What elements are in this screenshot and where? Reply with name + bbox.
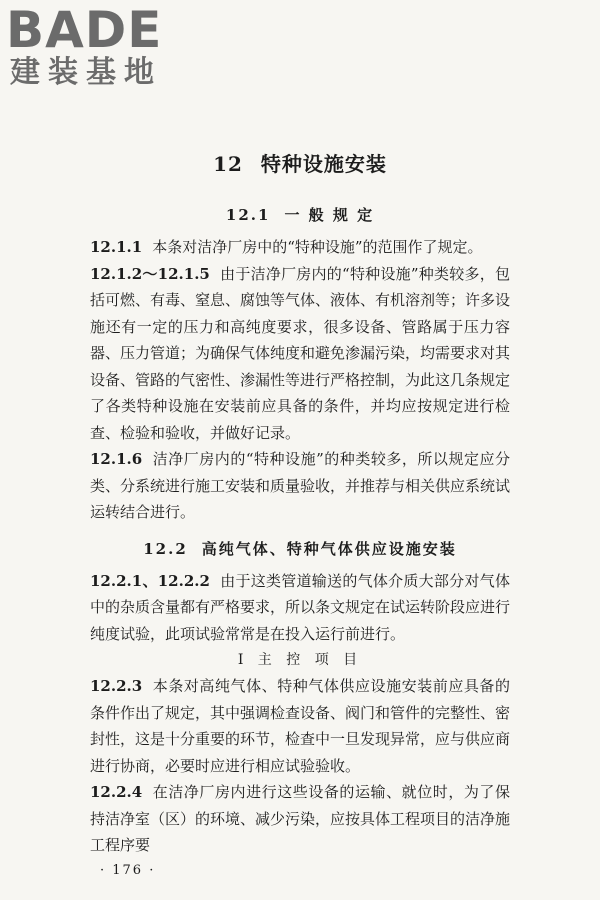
section-title-12-2 bbox=[90, 536, 510, 562]
page-number: · 176 · bbox=[100, 862, 156, 878]
sub-heading-main-items: Ⅰ 主 控 项 目 bbox=[237, 652, 363, 668]
paragraph-12-2-3 bbox=[90, 673, 510, 779]
paragraph-12-2-1 bbox=[90, 568, 510, 648]
chapter-title bbox=[90, 150, 510, 178]
paragraph-text: 由于这类管道输送的气体介质大部分对气体中的杂质含量都有严格要求，所以条文规定在试运转阶段应进行纯度试验，此项试验常常是在投入运行前进行。 bbox=[90, 571, 511, 643]
clause-number: 12.2.4 bbox=[90, 783, 143, 801]
paragraph-12-1-6 bbox=[90, 446, 510, 526]
section-title-12-1 bbox=[90, 202, 510, 228]
paragraph-text: 由于洁净厂房内的“特种设施”种类较多，包括可燃、有毒、窒息、腐蚀等气体、液体、有机溶剂等；许多设施还有一定的压力和高纯度要求，很多设备、管路属于压力容器、压力管道；为确保气体纯度和避免渗漏污染，均需要求对其设备、管路的气密性、渗漏性等进行严格控制，为此这几条规定了各类特种设施在安装前应具备的条件，并均应按规定进行检查、检验和验收，并做好记录。 bbox=[90, 264, 511, 442]
logo bbox=[6, 1, 186, 96]
section-number: 12.1 bbox=[225, 206, 271, 224]
logo-subtitle: 建装基地 bbox=[10, 55, 162, 90]
clause-number: 12.1.1 bbox=[90, 238, 143, 256]
section-number: 12.2 bbox=[143, 539, 188, 558]
paragraph-text: 本条对高纯气体、特种气体供应设施安装前应具备的条件作出了规定，其中强调检查设备、阀门和管件的完整性、密封性，这是十分重要的环节，检查中一旦发现异常，应与供应商进行协商，必要时应进行相应试验验收。 bbox=[90, 677, 511, 775]
clause-number: 12.2.3 bbox=[90, 677, 143, 695]
clause-number: 12.2.1、12.2.2 bbox=[90, 571, 210, 590]
paragraph-text: 在洁净厂房内进行这些设备的运输、就位时，为了保持洁净室（区）的环境、减少污染，应按具体工程项目的洁净施工程序要 bbox=[90, 783, 511, 854]
section-title-text: 高纯气体、特种气体供应设施安装 bbox=[201, 539, 457, 558]
section-title-text: 一 般 规 定 bbox=[284, 206, 375, 224]
paragraph-12-1-1 bbox=[90, 234, 510, 261]
logo-brand: BADE bbox=[6, 1, 163, 59]
page-content bbox=[90, 150, 510, 881]
paragraph-12-2-4 bbox=[90, 779, 510, 859]
clause-number: 12.1.2～12.1.5 bbox=[90, 264, 210, 283]
clause-number: 12.1.6 bbox=[90, 450, 143, 468]
chapter-number: 12 bbox=[213, 152, 243, 176]
paragraph-text: 洁净厂房内的“特种设施”的种类较多，所以规定应分类、分系统进行施工安装和质量验收，并推荐与相关供应系统试运转结合进行。 bbox=[90, 450, 511, 521]
paragraph-text: 本条对洁净厂房中的“特种设施”的范围作了规定。 bbox=[152, 238, 483, 256]
chapter-title-text: 特种设施安装 bbox=[260, 152, 387, 176]
paragraph-12-1-2 bbox=[90, 261, 510, 447]
spacer bbox=[90, 526, 510, 536]
